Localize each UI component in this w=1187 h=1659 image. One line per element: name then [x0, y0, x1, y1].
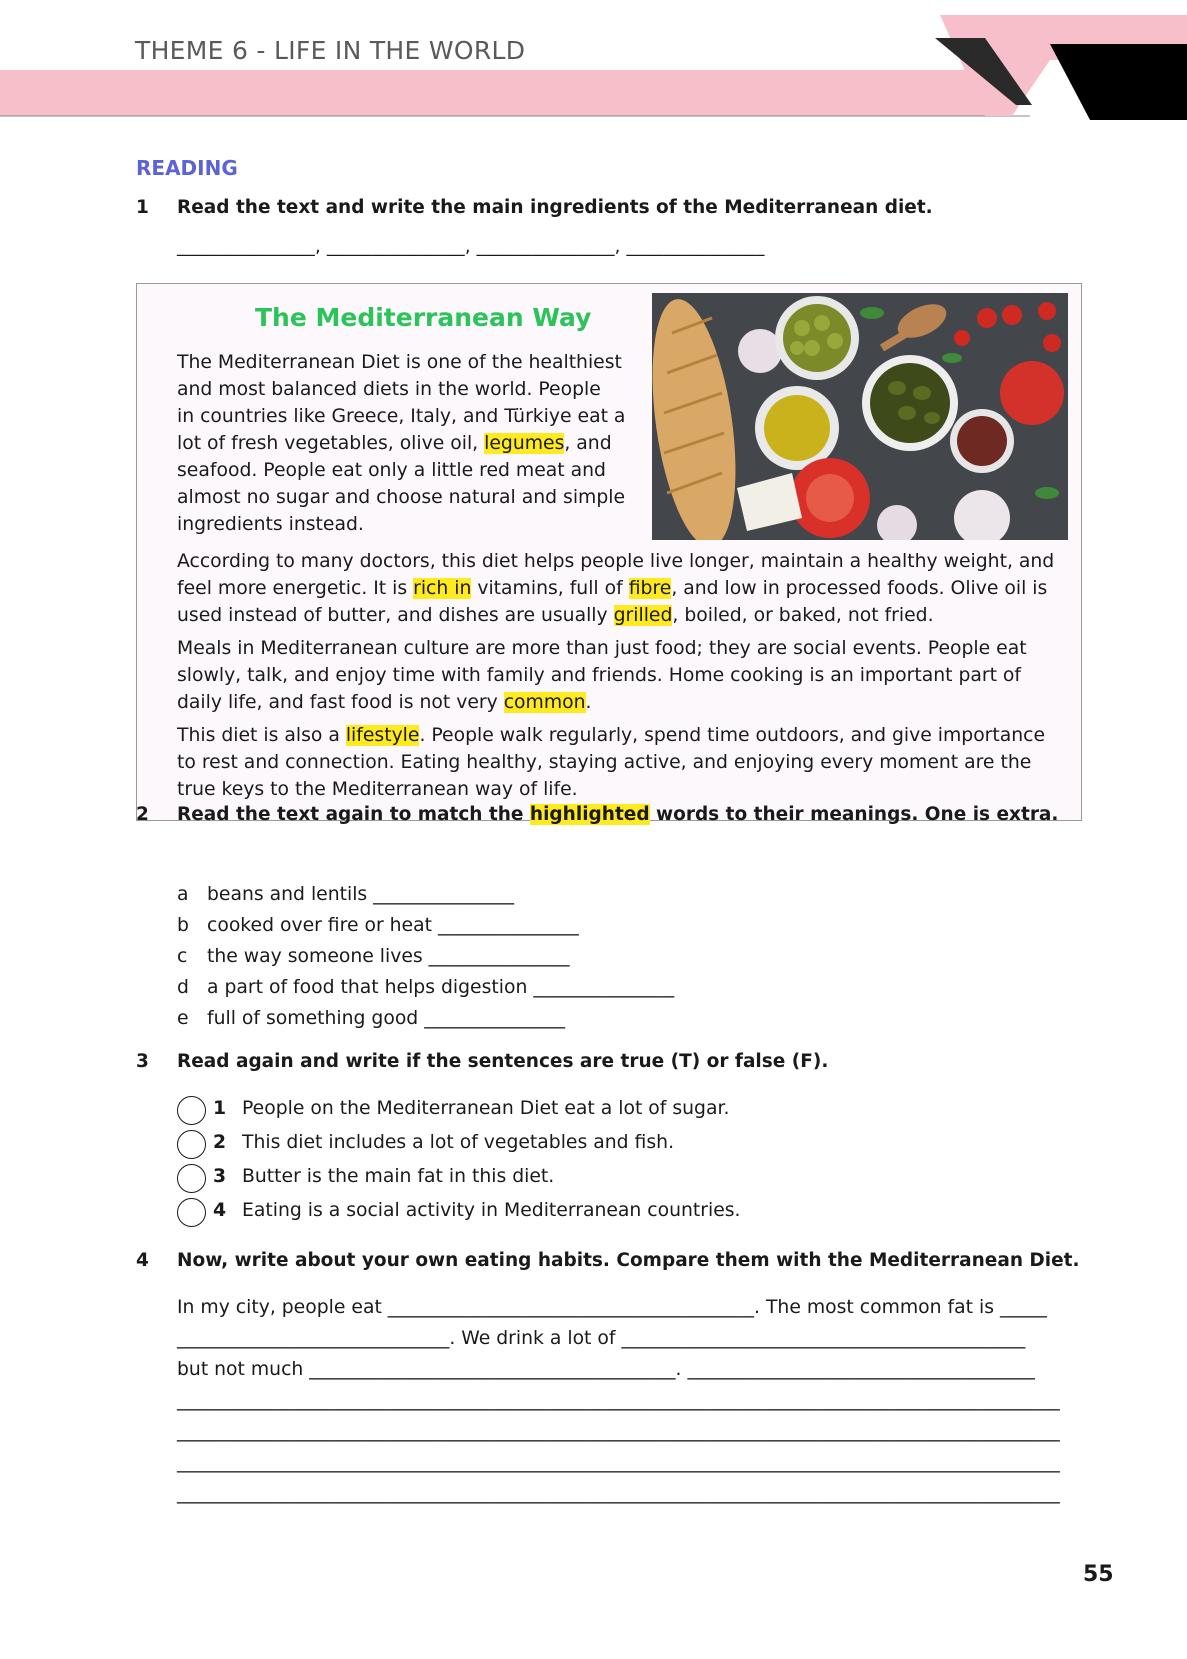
writing-line[interactable]: ______________________________________________________________________________________________	[177, 1483, 1060, 1504]
answer-circle[interactable]	[177, 1164, 206, 1193]
highlight-grilled: grilled	[613, 605, 673, 626]
writing-line[interactable]: _____________________________. We drink a lot of ___________________________________________	[177, 1328, 1026, 1349]
article-paragraph-4: This diet is also a lifestyle. People walk regularly, spend time outdoors, and give importance to rest and connection. Eating healthy, staying active, and enjoying every moment are the true keys to the Mediterranean way of life.	[177, 725, 1046, 800]
writing-line[interactable]: ______________________________________________________________________________________________	[177, 1421, 1060, 1442]
match-item[interactable]: d a part of food that helps digestion _______________	[177, 977, 675, 998]
match-item[interactable]: a beans and lentils _______________	[177, 884, 515, 905]
highlight-legumes: legumes	[484, 433, 565, 454]
match-item[interactable]: c the way someone lives _______________	[177, 946, 570, 967]
writing-line[interactable]: ______________________________________________________________________________________________	[177, 1390, 1060, 1411]
page-number: 55	[1083, 1562, 1114, 1587]
question-number: 1	[136, 197, 149, 218]
question-2: 2 Read the text again to match the highlighted words to their meanings. One is extra.	[136, 804, 1059, 825]
match-item[interactable]: b cooked over fire or heat _______________	[177, 915, 579, 936]
food-photo	[652, 293, 1068, 540]
question-number: 4	[136, 1250, 149, 1271]
question-3: 3 Read again and write if the sentences are true (T) or false (F).	[136, 1051, 829, 1072]
tf-statement: 4 Eating is a social activity in Mediterranean countries.	[213, 1200, 741, 1221]
tf-statement: 3 Butter is the main fat in this diet.	[213, 1166, 555, 1187]
answer-blanks[interactable]: _______________, _______________, _______________, _______________	[177, 236, 765, 257]
highlight-fibre: fibre	[628, 578, 672, 599]
writing-line[interactable]: ______________________________________________________________________________________________	[177, 1452, 1060, 1473]
question-number: 3	[136, 1051, 149, 1072]
highlight-lifestyle: lifestyle	[345, 725, 420, 746]
question-instruction: Read the text and write the main ingredients of the Mediterranean diet.	[177, 197, 933, 218]
answer-circle[interactable]	[177, 1198, 206, 1227]
question-number: 2	[136, 804, 149, 825]
match-item[interactable]: e full of something good _______________	[177, 1008, 566, 1029]
answer-circle[interactable]	[177, 1130, 206, 1159]
highlight-word: highlighted	[529, 804, 650, 825]
tf-statement: 1 People on the Mediterranean Diet eat a lot of sugar.	[213, 1098, 730, 1119]
writing-line[interactable]: but not much _______________________________________. _____________________________________	[177, 1359, 1035, 1380]
tf-statement: 2 This diet includes a lot of vegetables and fish.	[213, 1132, 675, 1153]
theme-title: THEME 6 - LIFE IN THE WORLD	[135, 36, 526, 65]
question-1	[136, 197, 933, 218]
writing-line[interactable]: In my city, people eat _______________________________________. The most common fat is _____	[177, 1297, 1047, 1318]
question-4: 4 Now, write about your own eating habits. Compare them with the Mediterranean Diet.	[136, 1250, 1080, 1271]
article-title: The Mediterranean Way	[255, 303, 592, 332]
highlight-rich-in: rich in	[413, 578, 472, 599]
answer-circle[interactable]	[177, 1096, 206, 1125]
section-label: READING	[136, 156, 238, 180]
article-paragraph-3: Meals in Mediterranean culture are more than just food; they are social events. People eat slowly, talk, and enjoy time with family and friends. Home cooking is an important part of daily life, and fast food is not very common.	[177, 638, 1027, 713]
highlight-common: common	[503, 692, 586, 713]
article-paragraph-2: According to many doctors, this diet helps people live longer, maintain a healthy weight, and feel more energetic. It is rich in vitamins, full of fibre, and low in processed foods. Olive oil is used instead of butter, and dishes are usually grilled, boiled, or baked, not fried.	[177, 551, 1055, 626]
article-paragraph-1: The Mediterranean Diet is one of the healthiest and most balanced diets in the world. People in countries like Greece, Italy, and Türkiye eat a lot of fresh vegetables, olive oil, legumes, and seafood. People eat only a little red meat and almost no sugar and choose natural and simple ingredients instead.	[177, 352, 626, 535]
